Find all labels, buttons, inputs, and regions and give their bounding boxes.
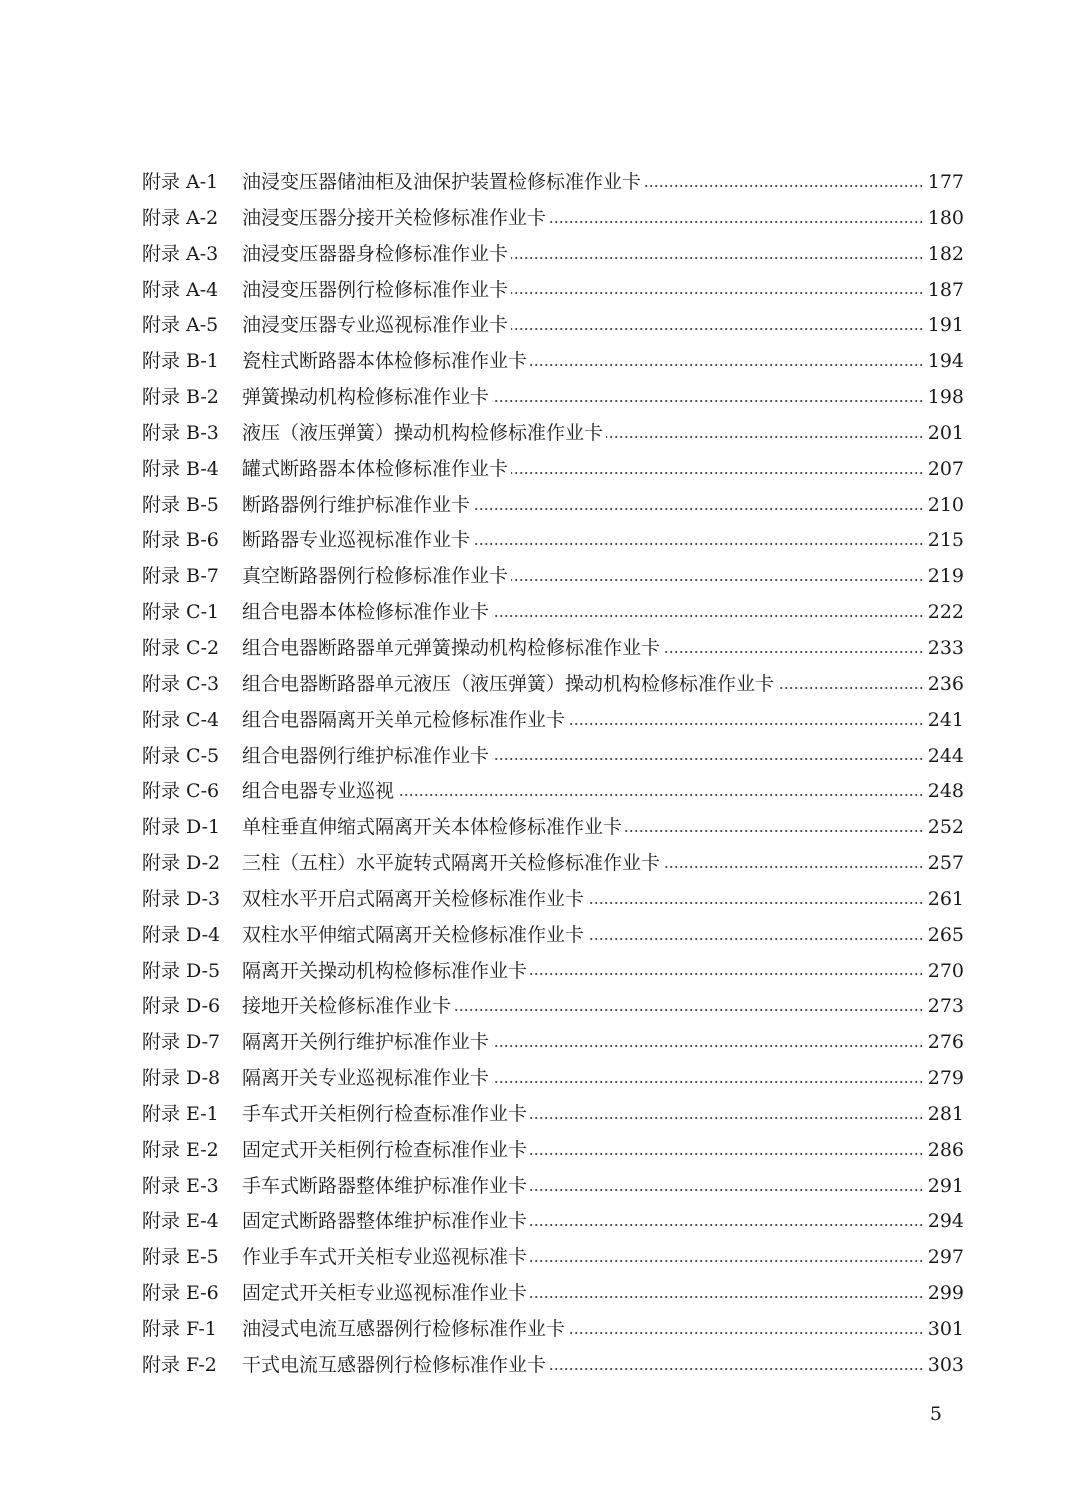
toc-entry[interactable]: [142, 165, 964, 201]
toc-entry-title: 手车式断路器整体维护标准作业卡: [242, 1174, 528, 1197]
toc-entry[interactable]: [142, 488, 964, 524]
toc-entry[interactable]: [142, 739, 964, 775]
toc-entry-code: 附录 B-1: [142, 350, 219, 373]
toc-entry[interactable]: [142, 1169, 964, 1205]
dot-leader: [530, 1260, 924, 1262]
toc-entry-title: 油浸变压器储油柜及油保护装置检修标准作业卡: [242, 171, 642, 193]
toc-entry-page: 270: [927, 959, 964, 982]
toc-entry-code: 附录 C-2: [142, 636, 220, 659]
toc-entry[interactable]: [142, 523, 964, 559]
toc-entry-page: 261: [927, 887, 964, 910]
toc-entry-title: 双柱水平伸缩式隔离开关检修标准作业卡: [242, 923, 585, 946]
dot-leader: [511, 292, 924, 294]
toc-entry-title: 断路器例行维护标准作业卡: [242, 493, 471, 516]
toc-entry-title: 单柱垂直伸缩式隔离开关本体检修标准作业卡: [242, 816, 623, 839]
toc-entry-page: 177: [927, 171, 964, 193]
toc-entry-title: 隔离开关专业巡视标准作业卡: [242, 1067, 490, 1090]
toc-entry-page: 201: [927, 421, 964, 444]
toc-entry-page: 248: [927, 780, 964, 803]
dot-leader: [777, 687, 924, 689]
toc-entry-code: 附录 D-1: [142, 816, 221, 839]
toc-entry[interactable]: [142, 954, 964, 990]
dot-leader: [587, 938, 924, 940]
toc-entry-code: 附录 A-4: [142, 278, 219, 301]
toc-entry-page: 222: [927, 601, 964, 624]
dot-leader: [530, 1153, 924, 1155]
toc-entry-title: 接地开关检修标准作业卡: [242, 995, 452, 1018]
toc-entry[interactable]: [142, 1061, 964, 1097]
toc-entry-code: 附录 D-3: [142, 887, 221, 910]
toc-entry[interactable]: [142, 1240, 964, 1276]
toc-entry-title: 组合电器本体检修标准作业卡: [242, 601, 490, 624]
toc-entry-code: 附录 D-2: [142, 852, 221, 875]
dot-leader: [511, 579, 924, 581]
dot-leader: [587, 902, 924, 904]
toc-entry[interactable]: [142, 201, 964, 237]
toc-entry[interactable]: [142, 631, 964, 667]
toc-entry-code: 附录 A-2: [142, 206, 219, 229]
toc-entry-code: 附录 D-4: [142, 923, 221, 946]
toc-entry-code: 附录 A-5: [142, 314, 219, 337]
toc-entry-page: 241: [927, 708, 964, 731]
toc-entry[interactable]: [142, 416, 964, 452]
dot-leader: [530, 1296, 924, 1298]
toc-entry-title: 干式电流互感器例行检修标准作业卡: [242, 1353, 547, 1376]
toc-entry-page: 233: [927, 636, 964, 659]
toc-entry[interactable]: [142, 452, 964, 488]
toc-entry-code: 附录 A-1: [142, 171, 219, 193]
dot-leader: [530, 973, 924, 975]
toc-entry-page: 291: [927, 1174, 964, 1197]
toc-entry-page: 297: [927, 1246, 964, 1269]
toc-entry-title: 双柱水平开启式隔离开关检修标准作业卡: [242, 887, 585, 910]
toc-entry[interactable]: [142, 559, 964, 595]
dot-leader: [549, 1368, 924, 1370]
dot-leader: [492, 400, 924, 402]
toc-entry-code: 附录 B-6: [142, 529, 219, 552]
toc-entry-page: 294: [927, 1210, 964, 1233]
toc-entry-title: 作业手车式开关柜专业巡视标准卡: [242, 1246, 528, 1269]
toc-entry-page: 276: [927, 1031, 964, 1054]
toc-entry-title: 油浸变压器专业巡视标准作业卡: [242, 314, 509, 337]
toc-entry-code: 附录 C-5: [142, 744, 220, 767]
toc-entry-page: 187: [927, 278, 964, 301]
toc-entry[interactable]: [142, 810, 964, 846]
toc-entry-code: 附录 D-5: [142, 959, 221, 982]
dot-leader: [492, 1081, 924, 1083]
toc-entry[interactable]: [142, 308, 964, 344]
dot-leader: [549, 221, 924, 223]
toc-entry[interactable]: [142, 1312, 964, 1348]
toc-entry-title: 液压（液压弹簧）操动机构检修标准作业卡: [242, 421, 604, 444]
toc-entry-title: 固定式开关柜例行检查标准作业卡: [242, 1138, 528, 1161]
toc-entry-page: 301: [927, 1318, 964, 1340]
toc-entry-title: 固定式开关柜专业巡视标准作业卡: [242, 1282, 528, 1305]
dot-leader: [606, 436, 924, 438]
toc-entry-title: 手车式开关柜例行检查标准作业卡: [242, 1102, 528, 1125]
toc-entry-page: 303: [927, 1353, 964, 1376]
toc-entry[interactable]: [142, 1204, 964, 1240]
dot-leader: [530, 1117, 924, 1119]
table-of-contents: [142, 165, 964, 1384]
dot-leader: [511, 257, 924, 259]
toc-entry-title: 组合电器专业巡视: [242, 780, 395, 803]
toc-entry-title: 真空断路器例行检修标准作业卡: [242, 565, 509, 588]
toc-entry-title: 固定式断路器整体维护标准作业卡: [242, 1210, 528, 1233]
toc-entry[interactable]: [142, 1097, 964, 1133]
dot-leader: [530, 364, 924, 366]
dot-leader: [530, 1224, 924, 1226]
toc-entry[interactable]: [142, 1025, 964, 1061]
toc-entry-code: 附录 E-3: [142, 1174, 219, 1197]
toc-entry-code: 附录 B-4: [142, 457, 219, 480]
toc-entry[interactable]: [142, 1276, 964, 1312]
toc-entry-page: 215: [927, 529, 964, 552]
toc-entry-code: 附录 E-4: [142, 1210, 219, 1233]
toc-entry-code: 附录 E-2: [142, 1138, 219, 1161]
dot-leader: [663, 866, 924, 868]
toc-entry-page: 180: [927, 206, 964, 229]
dot-leader: [644, 185, 924, 187]
toc-entry-code: 附录 F-2: [142, 1353, 217, 1376]
toc-entry-page: 191: [927, 314, 964, 337]
toc-entry-title: 组合电器断路器单元液压（液压弹簧）操动机构检修标准作业卡: [242, 672, 775, 695]
dot-leader: [663, 651, 924, 653]
toc-entry-page: 194: [927, 350, 964, 373]
toc-entry-page: 207: [927, 457, 964, 480]
toc-entry-code: 附录 C-4: [142, 708, 220, 731]
toc-entry-code: 附录 B-5: [142, 493, 219, 516]
toc-entry-code: 附录 E-1: [142, 1102, 219, 1125]
toc-entry[interactable]: [142, 918, 964, 954]
toc-entry-code: 附录 B-7: [142, 565, 219, 588]
dot-leader: [511, 328, 924, 330]
toc-entry-page: 299: [927, 1282, 964, 1305]
toc-entry-code: 附录 E-6: [142, 1282, 219, 1305]
toc-entry-code: 附录 B-3: [142, 421, 219, 444]
toc-entry-title: 罐式断路器本体检修标准作业卡: [242, 457, 509, 480]
toc-entry-page: 219: [927, 565, 964, 588]
toc-entry-title: 瓷柱式断路器本体检修标准作业卡: [242, 350, 528, 373]
toc-entry-page: 286: [927, 1138, 964, 1161]
toc-entry-title: 油浸式电流互感器例行检修标准作业卡: [242, 1318, 566, 1340]
toc-entry-page: 265: [927, 923, 964, 946]
toc-entry-page: 257: [927, 852, 964, 875]
toc-entry[interactable]: [142, 1133, 964, 1169]
toc-entry-title: 隔离开关操动机构检修标准作业卡: [242, 959, 528, 982]
toc-entry-title: 组合电器断路器单元弹簧操动机构检修标准作业卡: [242, 636, 661, 659]
toc-entry-code: 附录 D-6: [142, 995, 221, 1018]
toc-entry-page: 244: [927, 744, 964, 767]
toc-entry-code: 附录 A-3: [142, 242, 219, 265]
toc-entry[interactable]: [142, 774, 964, 810]
toc-entry[interactable]: [142, 667, 964, 703]
toc-entry-page: 252: [927, 816, 964, 839]
toc-entry-code: 附录 E-5: [142, 1246, 219, 1269]
dot-leader: [454, 1009, 924, 1011]
toc-entry-title: 隔离开关例行维护标准作业卡: [242, 1031, 490, 1054]
toc-entry-title: 组合电器例行维护标准作业卡: [242, 744, 490, 767]
toc-entry-code: 附录 D-7: [142, 1031, 221, 1054]
dot-leader: [568, 1332, 924, 1334]
toc-entry-code: 附录 C-1: [142, 601, 220, 624]
dot-leader: [625, 830, 924, 832]
toc-entry[interactable]: [142, 846, 964, 882]
dot-leader: [492, 615, 924, 617]
toc-entry[interactable]: [142, 344, 964, 380]
toc-entry-code: 附录 F-1: [142, 1318, 217, 1340]
toc-entry-title: 断路器专业巡视标准作业卡: [242, 529, 471, 552]
toc-entry[interactable]: [142, 273, 964, 309]
dot-leader: [492, 758, 924, 760]
toc-entry-title: 弹簧操动机构检修标准作业卡: [242, 386, 490, 409]
toc-entry-title: 油浸变压器例行检修标准作业卡: [242, 278, 509, 301]
toc-entry-code: 附录 B-2: [142, 386, 219, 409]
page-number: 5: [929, 1403, 942, 1425]
dot-leader: [568, 723, 924, 725]
dot-leader: [511, 472, 924, 474]
toc-entry[interactable]: [142, 989, 964, 1025]
toc-entry-page: 236: [927, 672, 964, 695]
toc-entry-code: 附录 C-3: [142, 672, 220, 695]
toc-entry[interactable]: [142, 380, 964, 416]
toc-entry-page: 281: [927, 1102, 964, 1125]
dot-leader: [492, 1045, 924, 1047]
toc-entry[interactable]: [142, 703, 964, 739]
toc-entry-page: 273: [927, 995, 964, 1018]
toc-entry[interactable]: [142, 1348, 964, 1384]
toc-entry-title: 油浸变压器器身检修标准作业卡: [242, 242, 509, 265]
dot-leader: [473, 508, 924, 510]
toc-entry-title: 组合电器隔离开关单元检修标准作业卡: [242, 708, 566, 731]
toc-entry[interactable]: [142, 237, 964, 273]
toc-entry-title: 三柱（五柱）水平旋转式隔离开关检修标准作业卡: [242, 852, 661, 875]
toc-entry-page: 182: [927, 242, 964, 265]
toc-entry-page: 210: [927, 493, 964, 516]
toc-entry[interactable]: [142, 595, 964, 631]
toc-entry-code: 附录 C-6: [142, 780, 220, 803]
toc-entry-page: 279: [927, 1067, 964, 1090]
toc-entry-page: 198: [927, 386, 964, 409]
toc-entry-code: 附录 D-8: [142, 1067, 221, 1090]
toc-entry-title: 油浸变压器分接开关检修标准作业卡: [242, 206, 547, 229]
dot-leader: [397, 794, 924, 796]
dot-leader: [473, 543, 924, 545]
dot-leader: [530, 1189, 924, 1191]
toc-entry[interactable]: [142, 882, 964, 918]
